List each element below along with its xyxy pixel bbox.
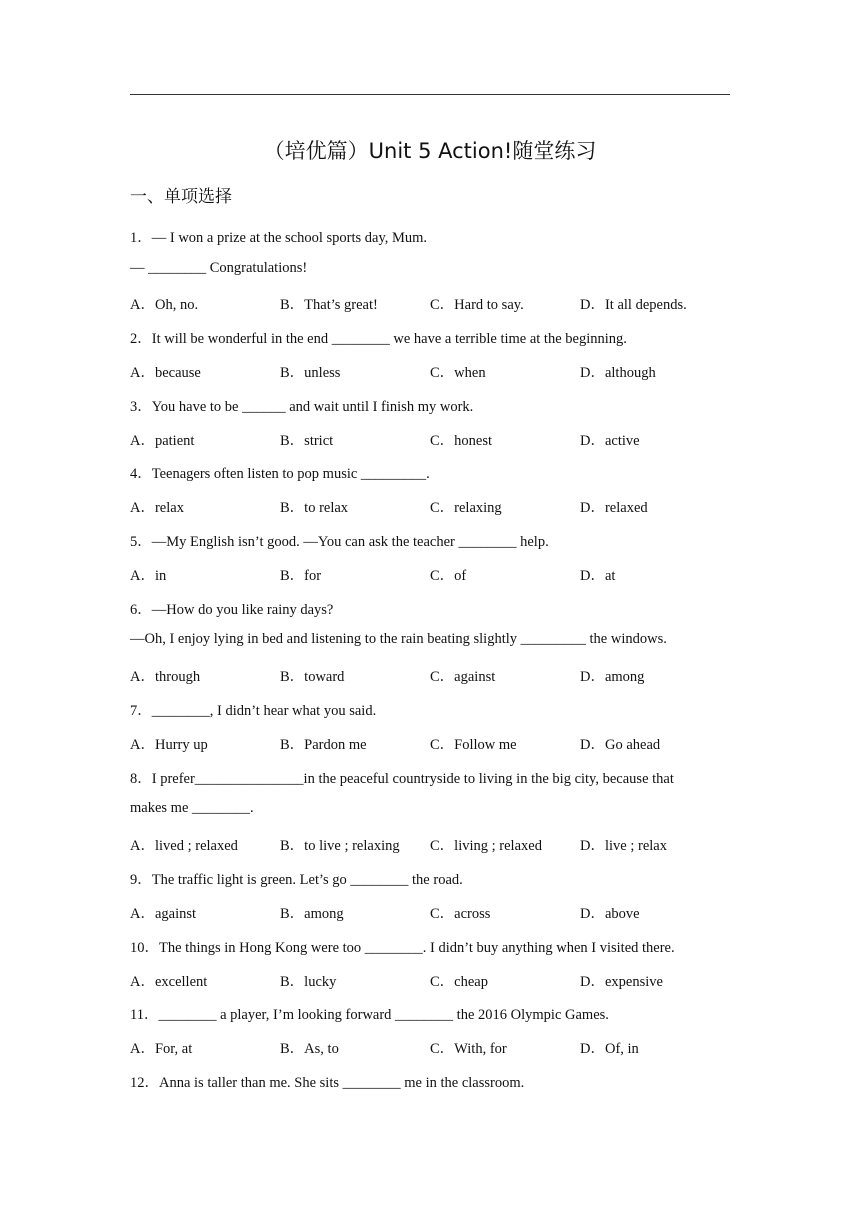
question-7-option-b: B．Pardon me bbox=[280, 737, 367, 753]
question-2-option-d: D．although bbox=[580, 365, 656, 381]
question-2-stem: 2．It will be wonderful in the end ________ we have a terrible time at the beginning. bbox=[130, 331, 627, 347]
question-4-option-d: D．relaxed bbox=[580, 500, 648, 516]
question-8-option-a: A．lived ; relaxed bbox=[130, 838, 238, 854]
question-6-option-d: D．among bbox=[580, 669, 645, 685]
question-8-stem: 8．I prefer_______________in the peaceful countryside to living in the big city, because that bbox=[130, 771, 674, 787]
question-11-option-b: B．As, to bbox=[280, 1041, 339, 1057]
question-9-option-c: C．across bbox=[430, 906, 491, 922]
question-3-option-d: D．active bbox=[580, 433, 640, 449]
question-4-option-b: B．to relax bbox=[280, 500, 349, 516]
question-2-option-a: A．because bbox=[130, 365, 201, 381]
question-5-option-a: A．in bbox=[130, 568, 167, 584]
question-7-option-c: C．Follow me bbox=[430, 737, 517, 753]
question-4-option-a: A．relax bbox=[130, 500, 184, 516]
question-4-stem: 4．Teenagers often listen to pop music _________. bbox=[130, 466, 430, 482]
question-5-option-d: D．at bbox=[580, 568, 616, 584]
question-3-option-b: B．strict bbox=[280, 433, 334, 449]
question-8-option-d: D．live ; relax bbox=[580, 838, 667, 854]
question-11-stem: 11．________ a player, I’m looking forward ________ the 2016 Olympic Games. bbox=[130, 1007, 609, 1023]
question-10-option-c: C．cheap bbox=[430, 974, 488, 990]
question-11-option-a: A．For, at bbox=[130, 1041, 193, 1057]
question-6-stem-2: —Oh, I enjoy lying in bed and listening to the rain beating slightly _________ the windows. bbox=[130, 631, 667, 647]
section-heading: 一、单项选择 bbox=[130, 187, 232, 207]
question-6-option-c: C．against bbox=[430, 669, 496, 685]
question-3-option-a: A．patient bbox=[130, 433, 195, 449]
question-7-stem: 7．________, I didn’t hear what you said. bbox=[130, 703, 377, 719]
question-1-option-d: D．It all depends. bbox=[580, 297, 687, 313]
question-8-option-b: B．to live ; relaxing bbox=[280, 838, 400, 854]
question-6-option-a: A．through bbox=[130, 669, 201, 685]
question-11-option-c: C．With, for bbox=[430, 1041, 507, 1057]
question-5-option-c: C．of bbox=[430, 568, 467, 584]
question-2-option-b: B．unless bbox=[280, 365, 341, 381]
question-1-option-a: A．Oh, no. bbox=[130, 297, 199, 313]
question-4-option-c: C．relaxing bbox=[430, 500, 502, 516]
question-6-stem: 6．—How do you like rainy days? bbox=[130, 602, 334, 618]
question-6-option-b: B．toward bbox=[280, 669, 345, 685]
question-7-option-d: D．Go ahead bbox=[580, 737, 661, 753]
question-10-option-b: B．lucky bbox=[280, 974, 337, 990]
question-9-option-d: D．above bbox=[580, 906, 640, 922]
question-5-stem: 5．—My English isn’t good. —You can ask the teacher ________ help. bbox=[130, 534, 549, 550]
header-rule bbox=[130, 94, 730, 95]
question-9-option-a: A．against bbox=[130, 906, 197, 922]
question-11-option-d: D．Of, in bbox=[580, 1041, 639, 1057]
question-10-stem: 10．The things in Hong Kong were too ________. I didn’t buy anything when I visited there. bbox=[130, 940, 675, 956]
question-8-option-c: C．living ; relaxed bbox=[430, 838, 542, 854]
question-8-stem-2: makes me ________. bbox=[130, 800, 254, 816]
question-9-option-b: B．among bbox=[280, 906, 344, 922]
document-title: （培优篇）Unit 5 Action!随堂练习 bbox=[263, 139, 597, 163]
question-1-stem-2: — ________ Congratulations! bbox=[130, 260, 308, 276]
question-2-option-c: C．when bbox=[430, 365, 486, 381]
question-1-option-b: B．That’s great! bbox=[280, 297, 378, 313]
question-1-stem: 1．— I won a prize at the school sports day, Mum. bbox=[130, 230, 428, 246]
question-3-option-c: C．honest bbox=[430, 433, 493, 449]
question-12-stem: 12．Anna is taller than me. She sits ________ me in the classroom. bbox=[130, 1075, 525, 1091]
question-1-option-c: C．Hard to say. bbox=[430, 297, 524, 313]
question-10-option-a: A．excellent bbox=[130, 974, 208, 990]
question-7-option-a: A．Hurry up bbox=[130, 737, 208, 753]
question-3-stem: 3．You have to be ______ and wait until I finish my work. bbox=[130, 399, 474, 415]
question-10-option-d: D．expensive bbox=[580, 974, 663, 990]
question-5-option-b: B．for bbox=[280, 568, 322, 584]
question-9-stem: 9．The traffic light is green. Let’s go ________ the road. bbox=[130, 872, 463, 888]
